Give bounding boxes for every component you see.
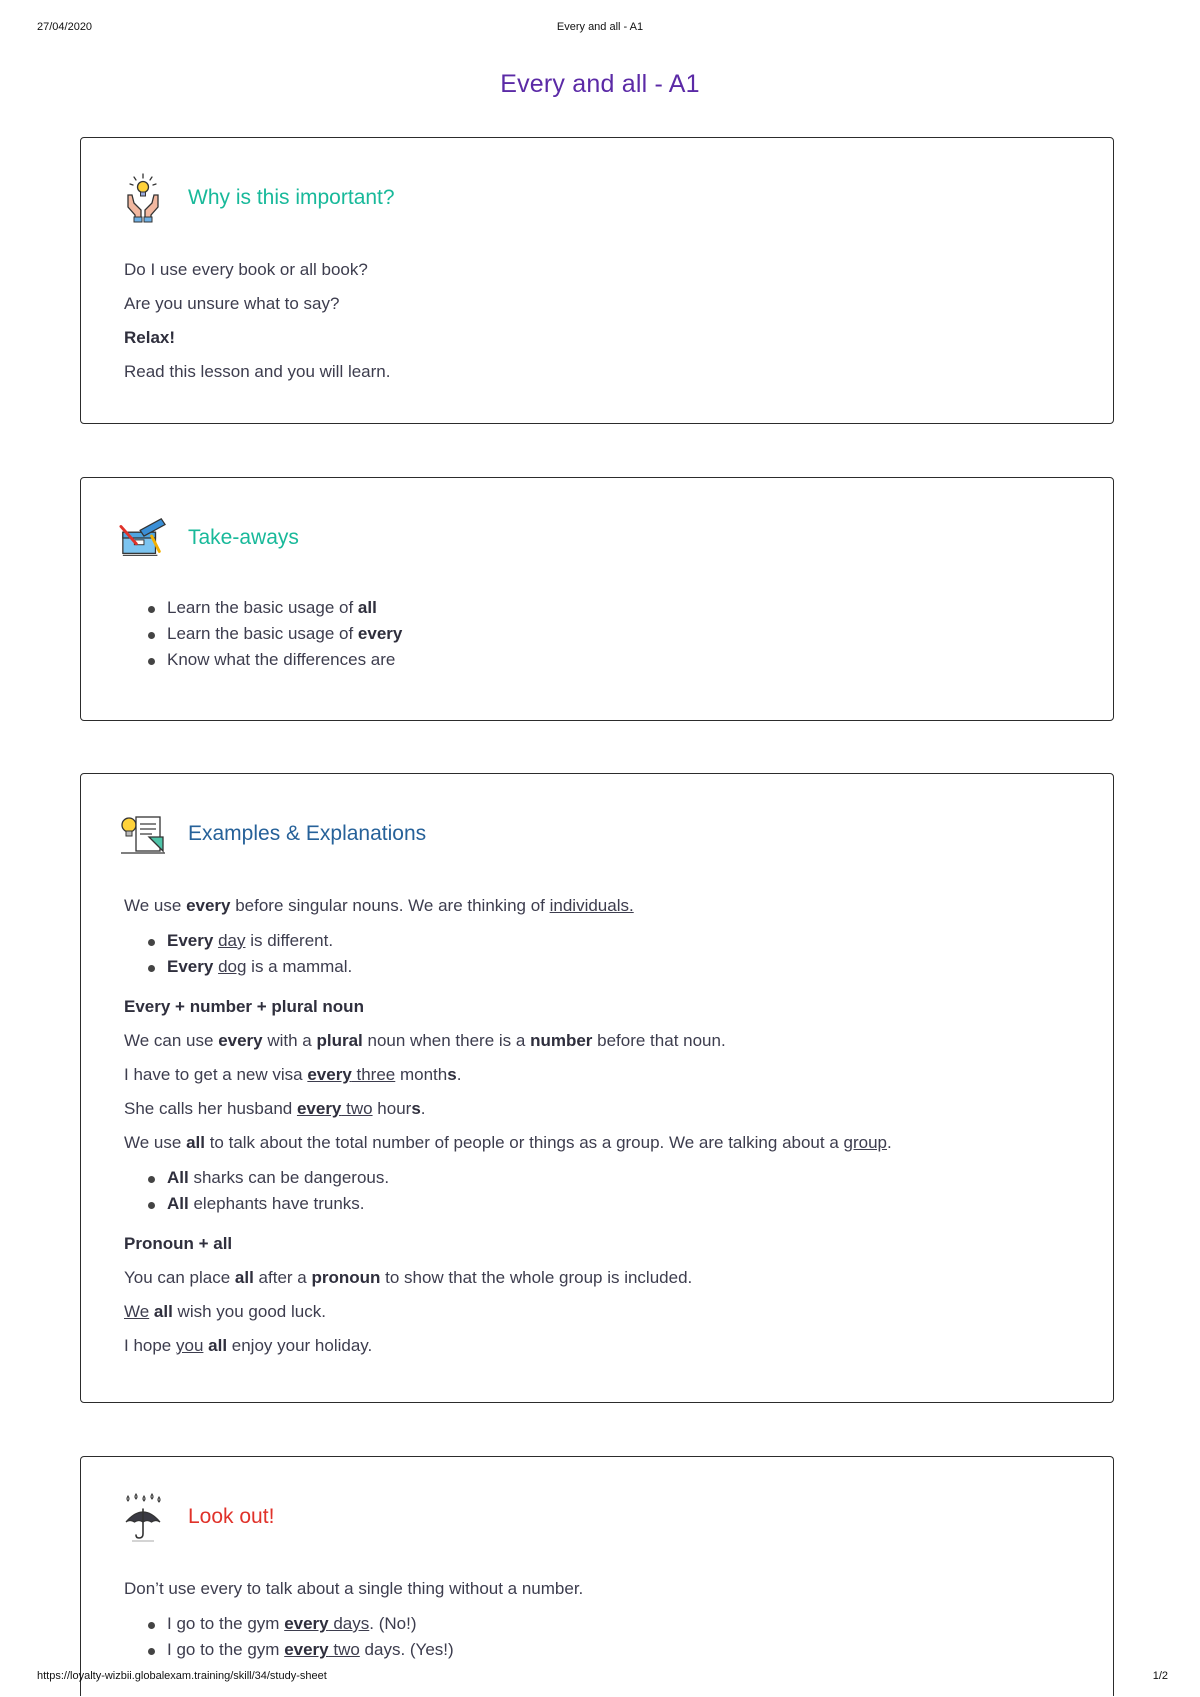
paragraph: Don’t use every to talk about a single thing without a number. <box>124 1579 584 1598</box>
card-header <box>119 168 395 228</box>
list-item: Every dog is a mammal. <box>124 954 1083 980</box>
list-item: I go to the gym every two days. (Yes!) <box>124 1637 1083 1663</box>
list-item: Know what the differences are <box>124 647 1083 673</box>
toolbox-ruler-icon <box>119 510 167 566</box>
card-lookout <box>80 1456 1114 1696</box>
card-header <box>119 804 427 864</box>
card-title: Take-aways <box>188 526 299 549</box>
lightbulb-document-icon <box>119 806 167 862</box>
list-item: I go to the gym every days. (No!) <box>124 1611 1083 1637</box>
list-item: All elephants have trunks. <box>124 1191 1083 1217</box>
paragraph: We all wish you good luck. <box>124 1302 326 1321</box>
print-footer <box>0 1670 1200 1686</box>
card-header <box>119 508 299 568</box>
page-title: Every and all - A1 <box>500 70 700 98</box>
all-examples-list <box>124 1165 1083 1217</box>
list-item: All sharks can be dangerous. <box>124 1165 1083 1191</box>
subheading: Every + number + plural noun <box>124 997 364 1016</box>
card-takeaways <box>80 477 1114 721</box>
every-examples-list <box>124 928 1083 980</box>
list-item: Learn the basic usage of every <box>124 621 1083 647</box>
hands-lightbulb-icon <box>119 170 167 226</box>
print-date: 27/04/2020 <box>37 21 93 33</box>
list-item: Learn the basic usage of all <box>124 595 1083 621</box>
paragraph: She calls her husband every two hours. <box>124 1099 426 1118</box>
print-page-number: 1/2 <box>1152 1670 1168 1682</box>
lookout-list <box>124 1611 1083 1663</box>
card-examples <box>80 773 1114 1403</box>
takeaways-list <box>124 595 1083 673</box>
umbrella-rain-icon <box>119 1489 167 1545</box>
card-header <box>119 1487 275 1547</box>
paragraph: I have to get a new visa every three months. <box>124 1065 462 1084</box>
paragraph: Do I use every book or all book? <box>124 260 368 279</box>
paragraph: Are you unsure what to say? <box>124 294 340 313</box>
card-body <box>124 258 1083 394</box>
print-header <box>0 21 1200 37</box>
subheading: Pronoun + all <box>124 1234 233 1253</box>
card-body <box>124 894 1083 1368</box>
paragraph: I hope you all enjoy your holiday. <box>124 1336 373 1355</box>
card-title: Why is this important? <box>188 186 395 209</box>
print-url: https://loyalty-wizbii.globalexam.training/skill/34/study-sheet <box>37 1670 327 1682</box>
list-item: Every day is different. <box>124 928 1083 954</box>
card-body <box>124 1577 1083 1673</box>
paragraph: Read this lesson and you will learn. <box>124 362 391 381</box>
paragraph: You can place all after a pronoun to show that the whole group is included. <box>124 1268 693 1287</box>
paragraph-emphasis: Relax! <box>124 328 176 347</box>
paragraph: We can use every with a plural noun when there is a number before that noun. <box>124 1031 726 1050</box>
card-why-important <box>80 137 1114 424</box>
card-title: Look out! <box>188 1505 275 1528</box>
card-title: Examples & Explanations <box>188 822 427 845</box>
card-body <box>124 595 1083 683</box>
print-title: Every and all - A1 <box>556 21 644 33</box>
paragraph: We use all to talk about the total number of people or things as a group. We are talking about a group. <box>124 1133 892 1152</box>
paragraph: We use every before singular nouns. We are thinking of individuals. <box>124 896 634 915</box>
